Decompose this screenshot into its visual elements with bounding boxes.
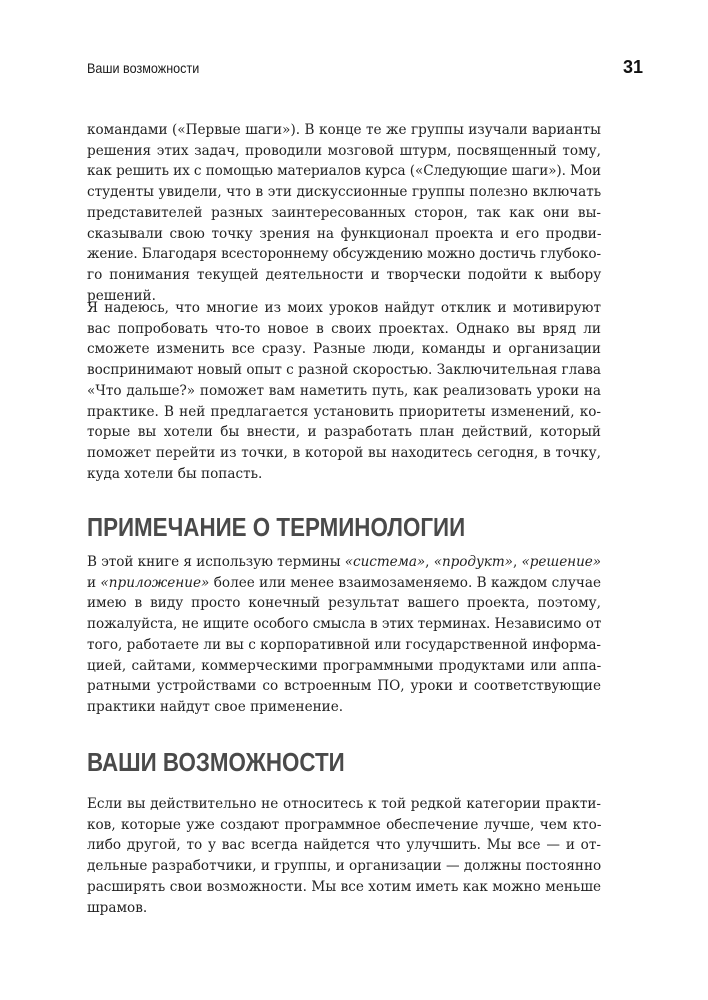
text-line: го понимания текущей деятельности и творчески подойти к выбору xyxy=(87,266,602,283)
paragraph-2 xyxy=(87,298,601,484)
text-line: решений. xyxy=(87,287,156,304)
text-line: Если вы действительно не относитесь к той редкой категории практи- xyxy=(87,796,602,812)
text-line: решения этих задач, проводили мозговой штурм, посвященный тому, xyxy=(87,142,601,159)
running-title: Ваши возможности xyxy=(87,60,200,76)
term-solution: «решение» xyxy=(521,554,601,570)
paragraph-terminology xyxy=(87,552,601,718)
text-fragment: , xyxy=(512,554,522,570)
text-line: студенты увидели, что в эти дискуссионные группы полезно включать xyxy=(87,184,602,201)
text-fragment: более или менее взаимозаменяемо. В каждом случае xyxy=(209,574,601,591)
text-line xyxy=(87,573,601,594)
text-line: командами («Первые шаги»). В конце те же группы изучали варианты xyxy=(87,122,601,138)
text-line: жение. Благодаря всестороннему обсуждению можно достичь глубоко- xyxy=(87,246,601,263)
text-line: шрамов. xyxy=(87,899,148,916)
text-fragment: и xyxy=(87,574,101,591)
text-line: куда хотели бы попасть. xyxy=(87,465,263,482)
text-line: либо другой, то у вас всегда найдется что улучшить. Мы все — и от- xyxy=(87,837,601,854)
text-line: Я надеюсь, что многие из моих уроков найдут отклик и мотивируют xyxy=(87,300,601,316)
term-application: «приложение» xyxy=(100,574,210,591)
running-head xyxy=(87,57,643,79)
text-line: воспринимают новый опыт с разной скоростью. Заключительная глава xyxy=(87,362,601,379)
text-line: практики найдут свое применение. xyxy=(87,698,344,715)
term-product: «продукт» xyxy=(433,554,513,570)
text-line: того, работаете ли вы с корпоративной или государственной информа- xyxy=(87,636,602,653)
text-line: расширять свои возможности. Мы все хотим иметь как можно меньше xyxy=(87,878,602,895)
text-line xyxy=(87,552,601,573)
section-heading-terminology: ПРИМЕЧАНИЕ О ТЕРМИНОЛОГИИ xyxy=(87,512,466,542)
text-line: дельные разработчики, и группы, и организации — должны постоянно xyxy=(87,858,602,875)
text-line: сможете изменить все сразу. Разные люди, команды и организации xyxy=(87,341,601,358)
text-line: ратными устройствами со встроенным ПО, уроки и соответствующие xyxy=(87,678,601,695)
text-line: поможет перейти из точки, в которой вы находитесь сегодня, в точку, xyxy=(87,444,601,461)
page-number: 31 xyxy=(622,57,643,77)
paragraph-opportunities xyxy=(87,794,601,918)
text-line: торые вы хотели бы внести, и разработать план действий, который xyxy=(87,424,601,441)
text-fragment: В этой книге я использую термины xyxy=(87,554,345,570)
text-line: как решить их с помощью материалов курса («Следующие шаги»). Мои xyxy=(87,163,601,180)
paragraph-1 xyxy=(87,120,601,306)
text-line: практике. В ней предлагается установить приоритеты изменений, ко- xyxy=(87,403,601,420)
text-fragment: , xyxy=(425,554,434,570)
text-line: «Что дальше?» поможет вам наметить путь, как реализовать уроки на xyxy=(87,382,601,399)
text-line: ков, которые уже создают программное обеспечение лучше, чем кто- xyxy=(87,816,602,833)
section-heading-opportunities: ВАШИ ВОЗМОЖНОСТИ xyxy=(87,747,345,777)
text-line: сказывали свою точку зрения на функционал проекта и его продви- xyxy=(87,225,602,242)
term-system: «система» xyxy=(344,554,426,570)
text-line: имею в виду просто конечный результат вашего проекта, поэтому, xyxy=(87,595,601,612)
text-line: пожалуйста, не ищите особого смысла в этих терминах. Независимо от xyxy=(87,616,602,633)
text-line: цией, сайтами, коммерческими программными продуктами или аппа- xyxy=(87,657,602,674)
text-line: вас попробовать что-то новое в своих проектах. Однако вы вряд ли xyxy=(87,320,601,337)
text-line: представителей разных заинтересованных сторон, так как они вы- xyxy=(87,204,601,221)
